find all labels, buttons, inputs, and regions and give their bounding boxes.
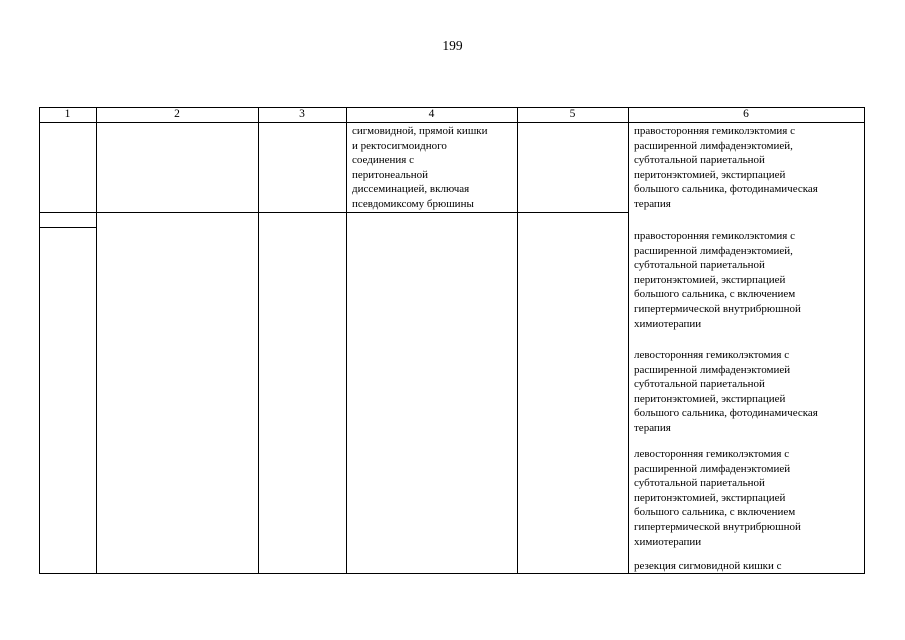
header-cell-2: 2 (174, 108, 180, 120)
col-border-2-3 (258, 107, 259, 574)
header-cell-6: 6 (743, 108, 749, 120)
header-cell-5: 5 (569, 108, 576, 120)
treatment-entry-3: левосторонняя гемиколэктомия с расширенной лимфаденэктомией субтотальной париетальной перитонэктомией, экстирпацией большого сальника, фотодинамическая терапия (634, 349, 818, 434)
header-cell-3: 3 (299, 108, 305, 120)
row-divider-cols-1-5 (39, 212, 628, 213)
row-divider-col-1 (39, 227, 96, 228)
header-cell-1: 1 (64, 108, 71, 120)
treatment-entry-1: правосторонняя гемиколэктомия с расширенной лимфаденэктомией, субтотальной париетальной перитонэктомией, экстирпацией большого сальника, фотодинамическая терапия (634, 125, 818, 210)
page-number: 199 (442, 38, 463, 53)
header-cell-4: 4 (428, 108, 435, 120)
col-border-4-5 (517, 107, 518, 574)
treatment-entry-4: левосторонняя гемиколэктомия с расширенной лимфаденэктомией субтотальной париетальной перитонэктомией, экстирпацией большого сальника, с включением гипертермической внутрибрюшной химиотерапии (634, 448, 801, 548)
col-border-1-2 (96, 107, 97, 574)
diagnosis-cell: сигмовидной, прямой кишки и ректосигмоидного соединения с перитонеальной диссеминацией, включая псевдомиксому брюшины (352, 125, 488, 210)
col-border-right (864, 107, 865, 574)
treatment-entry-2: правосторонняя гемиколэктомия с расширенной лимфаденэктомией, субтотальной париетальной перитонэктомией, экстирпацией большого сальника, с включением гипертермической внутрибрюшной химиотерапии (634, 230, 801, 330)
col-border-5-6 (628, 107, 629, 574)
header-bottom-border (39, 122, 865, 123)
col-border-3-4 (346, 107, 347, 574)
col-border-left (39, 107, 40, 574)
treatment-entry-5: резекция сигмовидной кишки с (634, 560, 782, 572)
